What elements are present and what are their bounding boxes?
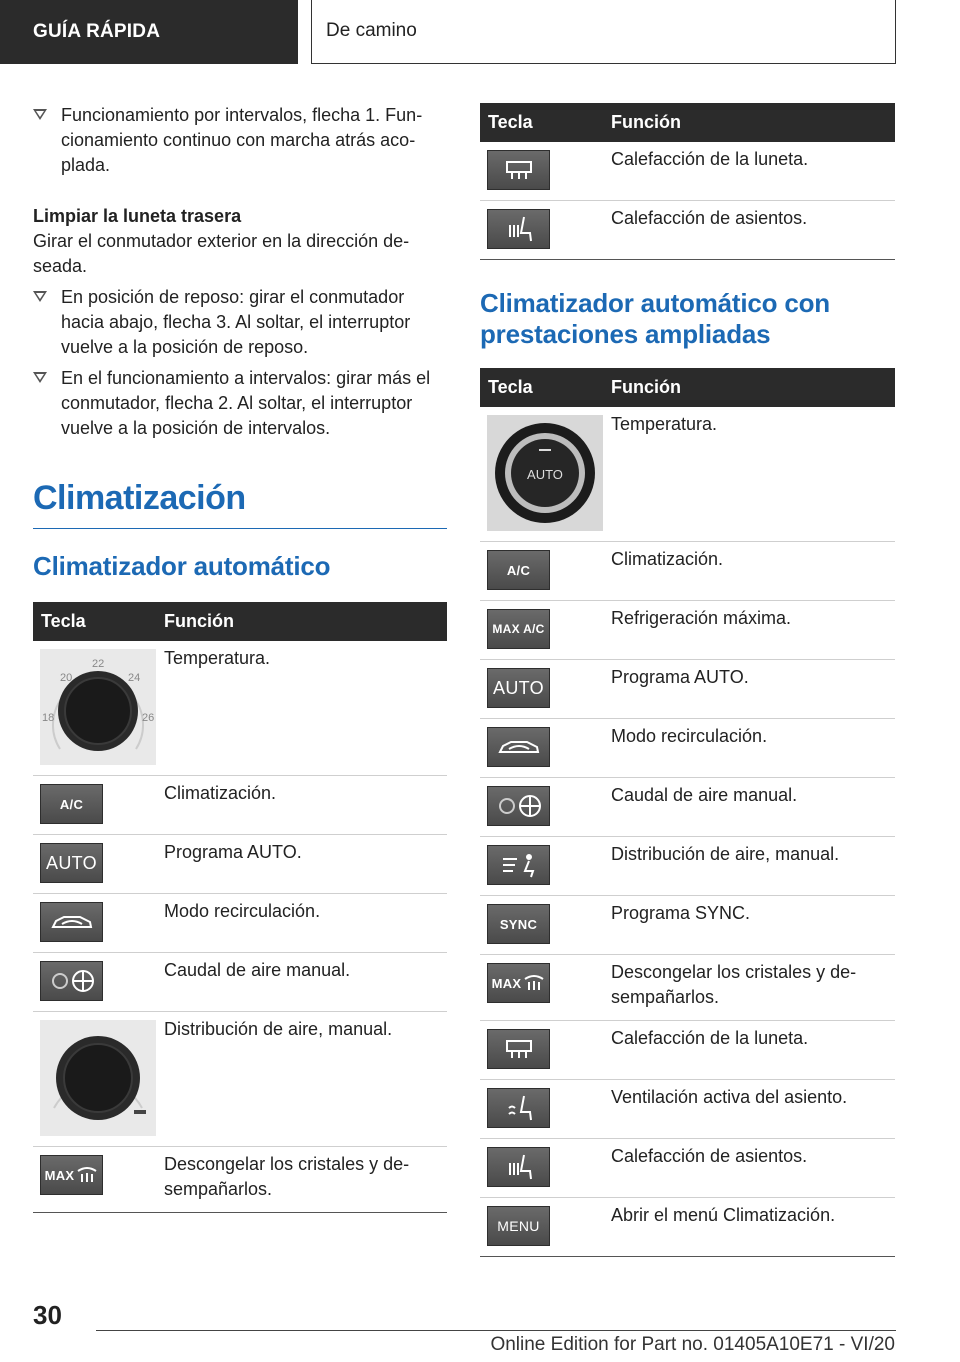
table-row [480, 896, 895, 955]
function-text: Ventilación activa del asiento. [603, 1080, 895, 1139]
table-row [33, 1147, 447, 1213]
table-row [480, 201, 895, 260]
function-text: Climatización. [603, 542, 895, 601]
rear-window-heating-icon [487, 1029, 550, 1069]
max-defrost-icon [40, 1155, 103, 1195]
section-tab: GUÍA RÁPIDA [0, 0, 298, 64]
dial-label: 20 [60, 672, 73, 684]
function-text: Modo recirculación. [156, 894, 447, 953]
function-text: Refrigeración máxima. [603, 601, 895, 660]
table-row [33, 776, 447, 835]
subheading: Limpiar la luneta trasera [33, 206, 242, 226]
table-row [480, 719, 895, 778]
air-distribution-icon [487, 845, 550, 885]
table-row [480, 1198, 895, 1257]
edition-text: Online Edition for Part no. 01405A10E71 - VI/20 [490, 1334, 895, 1355]
column-header-key: Tecla [33, 602, 156, 641]
temperature-dial-icon [40, 649, 156, 765]
function-text: Calefacción de asientos. [603, 201, 895, 260]
left-column [33, 103, 447, 1213]
recirculation-icon [487, 727, 550, 767]
body-text: Girar el conmutador exterior en la dirección de- seada. [33, 231, 410, 276]
air-distribution-dial-icon [40, 1020, 156, 1136]
dial-label: 18 [42, 712, 55, 724]
page-number: 30 [33, 1300, 62, 1330]
column-header-key: Tecla [480, 103, 603, 142]
button-label: MAX [491, 975, 522, 991]
function-table-extended [480, 368, 895, 1257]
subsection-heading: Climatizador automático [33, 551, 331, 581]
seat-heating-icon [487, 209, 550, 249]
function-text: Modo recirculación. [603, 719, 895, 778]
function-text: Programa SYNC. [603, 896, 895, 955]
fan-icon [487, 786, 550, 826]
function-text: Descongelar los cristales y de- sempañarlos. [603, 955, 895, 1021]
function-text: Distribución de aire, manual. [156, 1012, 447, 1147]
menu-button-icon: MENU [487, 1206, 550, 1246]
seat-heating-icon [487, 1147, 550, 1187]
bullet-item [33, 103, 447, 178]
seat-ventilation-icon [487, 1088, 550, 1128]
table-row [33, 835, 447, 894]
function-text: Distribución de aire, manual. [603, 837, 895, 896]
column-header-function: Función [156, 602, 447, 641]
rear-window-heating-icon [487, 150, 550, 190]
table-row [480, 837, 895, 896]
recirculation-icon [40, 902, 103, 942]
bullet-text: En posición de reposo: girar el conmutador hacia abajo, flecha 3. Al soltar, el interruptor vuelve a la posición de reposo. [61, 287, 411, 357]
chapter-tab: De camino [311, 0, 896, 64]
sync-button-icon: SYNC [487, 904, 550, 944]
auto-button-icon: AUTO [487, 668, 550, 708]
button-label: MAX [44, 1167, 75, 1183]
section-heading: Climatización [33, 479, 246, 517]
triangle-bullet-icon [33, 109, 47, 120]
table-row [480, 1139, 895, 1198]
dial-label: 22 [92, 658, 105, 670]
function-text: Descongelar los cristales y de- sempañarlos. [156, 1147, 447, 1213]
function-text: Abrir el menú Climatización. [603, 1198, 895, 1257]
triangle-bullet-icon [33, 372, 47, 383]
temperature-knob-icon [487, 415, 603, 531]
function-table [480, 103, 895, 260]
function-text: Programa AUTO. [156, 835, 447, 894]
dial-label: 26 [142, 712, 155, 724]
function-text: Calefacción de la luneta. [603, 1021, 895, 1080]
ac-button-icon: A/C [487, 550, 550, 590]
function-text: Temperatura. [156, 641, 447, 776]
right-column [480, 103, 895, 1257]
table-row [480, 601, 895, 660]
bullet-text: Funcionamiento por intervalos, flecha 1. Fun- cionamiento continuo con marcha atrás aco- plada. [61, 105, 423, 175]
table-row [480, 542, 895, 601]
table-row [33, 953, 447, 1012]
function-text: Calefacción de la luneta. [603, 142, 895, 201]
fan-icon [40, 961, 103, 1001]
ac-button-icon: A/C [40, 784, 103, 824]
table-row [33, 641, 447, 776]
bullet-item [33, 366, 447, 441]
table-row [480, 407, 895, 542]
max-ac-button-icon: MAX A/C [487, 609, 550, 649]
bullet-item [33, 285, 447, 360]
function-text: Climatización. [156, 776, 447, 835]
table-row [480, 1021, 895, 1080]
function-text: Caudal de aire manual. [603, 778, 895, 837]
auto-button-icon: AUTO [40, 843, 103, 883]
column-header-function: Función [603, 368, 895, 407]
column-header-function: Función [603, 103, 895, 142]
table-row [33, 1012, 447, 1147]
bullet-text: En el funcionamiento a intervalos: girar más el conmutador, flecha 2. Al soltar, el interruptor vuelve a la posición de intervalos. [61, 368, 431, 438]
function-text: Calefacción de asientos. [603, 1139, 895, 1198]
function-table [33, 602, 447, 1213]
function-text: Caudal de aire manual. [156, 953, 447, 1012]
knob-label: AUTO [527, 467, 563, 482]
function-text: Temperatura. [603, 407, 895, 542]
table-row [480, 955, 895, 1021]
subsection-heading: Climatizador automático con prestaciones ampliadas [480, 288, 830, 349]
max-defrost-icon [487, 963, 550, 1003]
triangle-bullet-icon [33, 291, 47, 302]
table-row [480, 1080, 895, 1139]
dial-label: 24 [128, 672, 141, 684]
table-row [480, 142, 895, 201]
column-header-key: Tecla [480, 368, 603, 407]
footer-rule [96, 1330, 896, 1331]
function-text: Programa AUTO. [603, 660, 895, 719]
table-row [480, 778, 895, 837]
table-row [33, 894, 447, 953]
table-row [480, 660, 895, 719]
